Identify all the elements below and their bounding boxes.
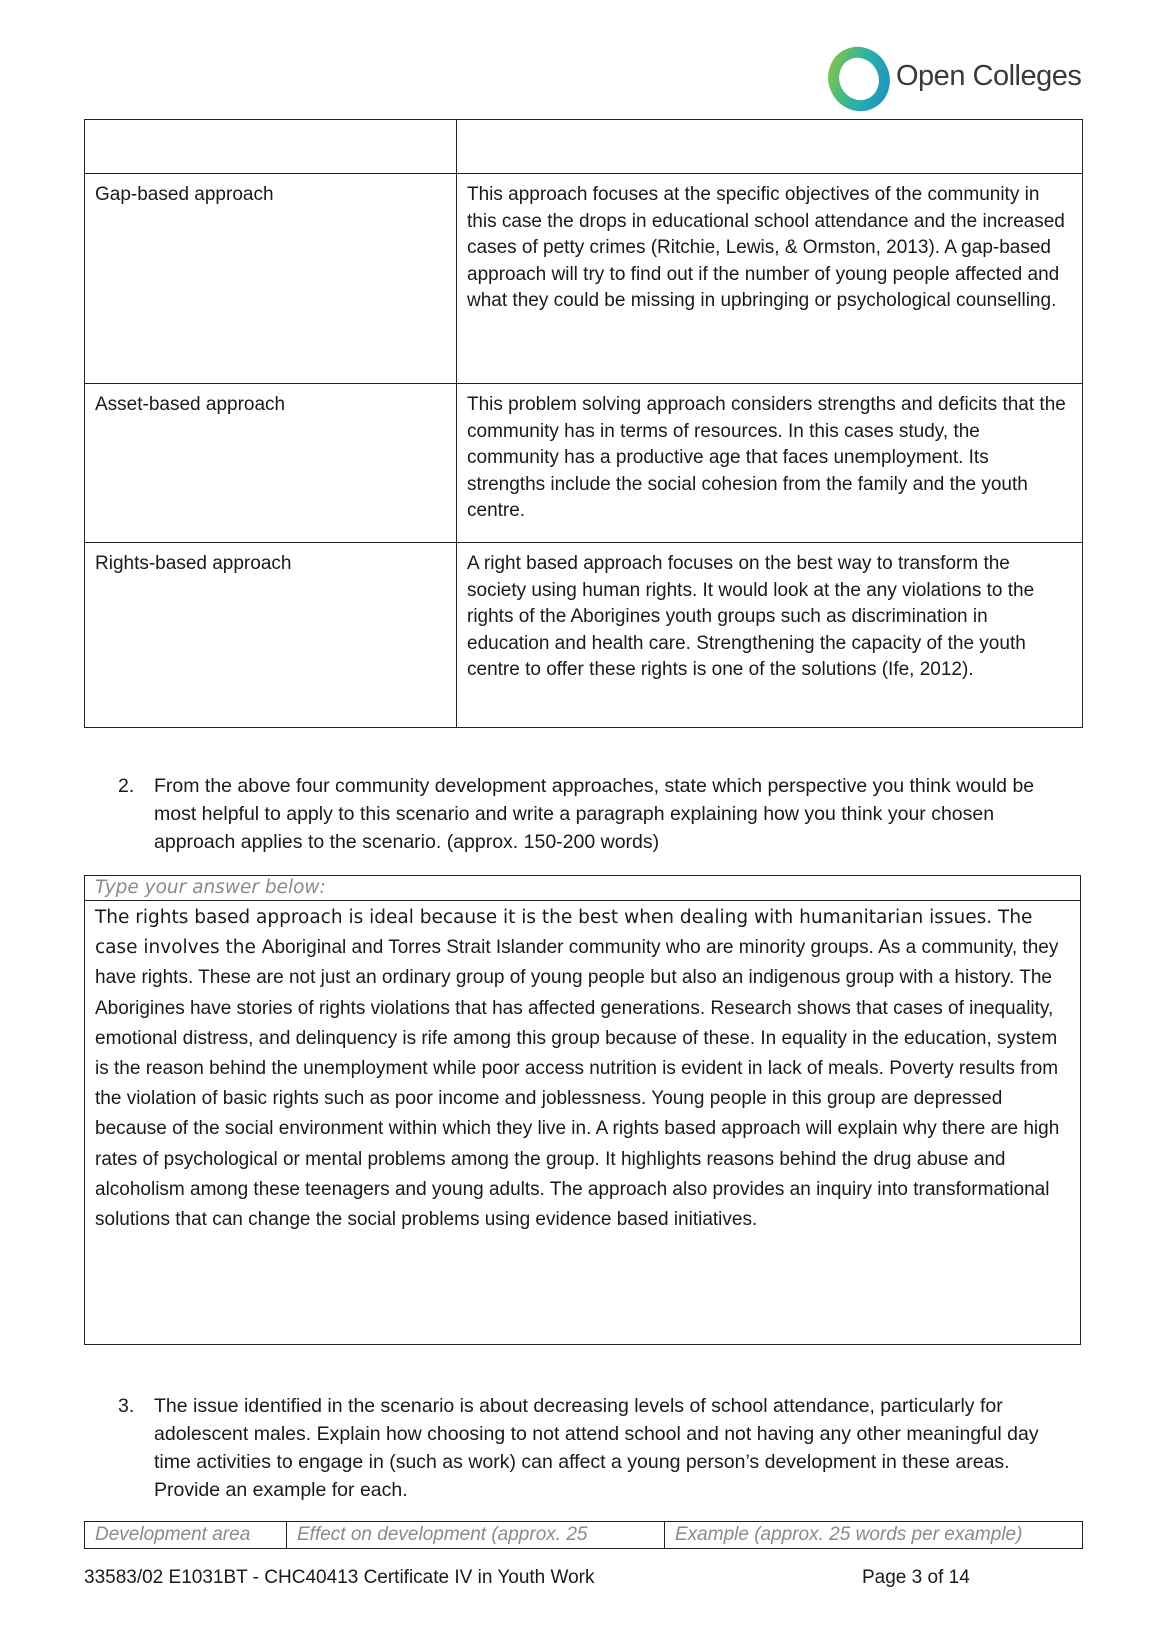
table-header-row (85, 1522, 1083, 1549)
header-development-area: Development area (85, 1522, 287, 1549)
table-row (85, 174, 1083, 384)
header-effect-on-development: Effect on development (approx. 25 (287, 1522, 665, 1549)
approach-description-cell: This problem solving approach considers strengths and deficits that the community has in terms of resources. In this cases study, the community has a productive age that faces unemployment. Its strengths include the social cohesion from the family and the youth centre. (457, 384, 1083, 543)
question-number: 3. (118, 1395, 135, 1417)
answer-first-sentence: The rights based approach is ideal because it is the best when dealing with humanitarian issues. (95, 907, 999, 928)
question-text: From the above four community development approaches, state which perspective you think would be most helpful to apply to this scenario and write a paragraph explaining how you think your chosen approach applies to the scenario. (approx. 150-200 words) (154, 775, 1035, 853)
open-colleges-logo (826, 46, 1082, 116)
header-example: Example (approx. 25 words per example) (665, 1522, 1083, 1549)
table-row (85, 120, 1083, 174)
table-row (85, 384, 1083, 543)
answer-box[interactable] (84, 875, 1081, 1345)
table-row (85, 543, 1083, 728)
question-text: The issue identified in the scenario is about decreasing levels of school attendance, particularly for adolescent males. Explain how choosing to not attend school and not having any other meaningful day time activities to engage in (such as work) can affect a young person’s development in these areas. Provide an example for each. (154, 1395, 1039, 1501)
ring-logo-icon (826, 46, 892, 112)
approach-description-cell: This approach focuses at the specific objectives of the community in this case the drops in educational school attendance and the increased cases of petty crimes (Ritchie, Lewis, & Ormston, 2013). A gap-based approach will try to find out if the number of young people affected and what they could be missing in upbringing or psychological counselling. (457, 174, 1083, 384)
approach-name-cell (85, 120, 457, 174)
answer-text[interactable] (85, 901, 1080, 1235)
answer-label: Type your answer below: (85, 876, 1080, 901)
answer-body: Aboriginal and Torres Strait Islander community who are minority groups. As a community, they have rights. These are not just an ordinary group of young people but also an indigenous group with a history. The Aborigines have stories of rights violations that has affected generations. Research shows that cases of inequality, emotional distress, and delinquency is rife among this group because of these. In equality in the education, system is the reason behind the unemployment while poor access nutrition is evident in lack of meals. Poverty results from the violation of basic rights such as poor income and joblessness. Young people in this group are depressed because of the social environment within which they live in. A rights based approach will explain why there are high rates of psychological or mental problems among the group. It highlights reasons behind the drug abuse and alcoholism among these teenagers and young adults. The approach also provides an inquiry into transformational solutions that can change the social problems using evidence based initiatives. (95, 937, 1060, 1231)
question-number: 2. (118, 775, 135, 797)
approach-description-cell (457, 120, 1083, 174)
approach-name-cell: Asset-based approach (85, 384, 457, 543)
development-table (84, 1521, 1083, 1549)
answer-body-lead: The case involves the (95, 907, 1033, 959)
footer-page-number: Page 3 of 14 (862, 1567, 970, 1588)
footer-course-code: 33583/02 E1031BT - CHC40413 Certificate IV in Youth Work (84, 1567, 595, 1588)
approach-name-cell: Gap-based approach (85, 174, 457, 384)
approaches-table (84, 119, 1083, 728)
logo-text: Open Colleges (896, 60, 1082, 92)
approach-name-cell: Rights-based approach (85, 543, 457, 728)
approach-description-cell: A right based approach focuses on the best way to transform the society using human rights. It would look at the any violations to the rights of the Aborigines youth groups such as discrimination in education and health care. Strengthening the capacity of the youth centre to offer these rights is one of the solutions (Ife, 2012). (457, 543, 1083, 728)
